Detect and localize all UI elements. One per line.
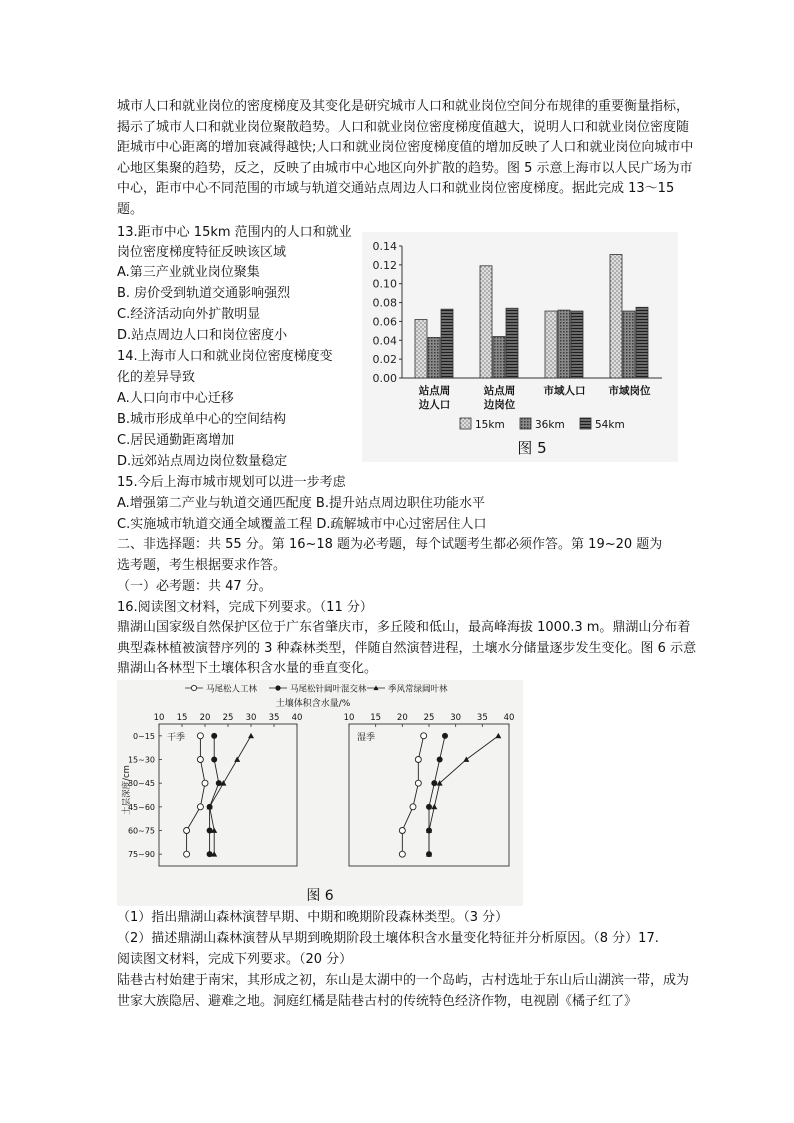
y-tick-label: 0.14 [372,240,397,253]
x-tick-label: 25 [222,713,234,723]
q14-stem-2: 化的差异导致 [117,370,196,385]
q15-stem: 15.今后上海市城市规划可以进一步考虑 [117,475,346,490]
x-tick-label: 30 [245,713,257,723]
x-category-label: 站点周 [483,385,516,397]
series-point-1-0-4 [399,828,405,834]
y-tick-label: 0.00 [372,372,397,385]
bar-36km-0 [428,337,440,378]
q15-options-cd[interactable]: C.实施城市轨道交通全域覆盖工程 D.疏解城市中心过密居住人口 [117,517,487,532]
intro-paragraph: 城市人口和就业岗位的密度梯度及其变化是研究城市人口和就业岗位空间分布规律的重要衡量指标，揭示了城市人口和就业岗位聚散趋势。人口和就业岗位密度梯度值越大，说明人口和就业岗位密度随距城市中心距离的增加衰减得越快;人口和就业岗位密度梯度值的增加反映了人口和就业岗位向城市中心地区集聚的趋势，反之，反映了由城市中心地区向外扩散的趋势。图 5 示意上海市以人民广场为市中心，距市中心不同范围的市域与轨道交通站点周边人口和就业岗位密度梯度。据此完成 13～15 题。 [117,99,694,217]
series-point-1-1-2 [431,780,437,786]
series-point-1-2-0 [495,733,501,738]
legend-swatch-36km [520,418,531,429]
legend-label-0: 马尾松人工林 [206,684,258,695]
legend-swatch-54km [580,418,591,429]
x-category-label: 站点周 [418,385,451,397]
series-point-0-0-3 [197,804,203,810]
q13-option-a[interactable]: A.第三产业就业岗位聚集 [117,265,260,280]
q13-option-d[interactable]: D.站点周边人口和岗位密度小 [117,328,288,343]
bar-54km-0 [441,309,453,378]
series-point-0-1-0 [211,733,217,739]
x-tick-label: 15 [176,713,188,723]
y-tick-label: 0.06 [372,315,397,329]
y-tick-label: 0~15 [133,731,155,741]
q16-title: 16.阅读图文材料，完成下列要求。（11 分） [117,600,373,615]
x-category-label: 边岗位 [483,399,516,411]
series-line-0-2 [210,736,251,854]
y-tick-label: 75~90 [127,850,155,860]
series-point-0-2-0 [248,733,254,738]
q14-stem-1: 14.上海市人口和就业岗位密度梯度变 [117,349,333,364]
q17-title: 阅读图文材料，完成下列要求。（20 分） [117,952,353,967]
series-line-0-0 [187,736,205,854]
bar-15km-0 [415,320,427,378]
q14-option-a[interactable]: A.人口向市中心迁移 [117,391,234,406]
panel-frame-0 [159,724,297,866]
legend-swatch-15km [460,418,471,429]
bar-36km-2 [558,310,570,378]
y-tick-label: 0.02 [372,353,397,367]
q13-stem-1: 13.距市中心 15km 范围内的人口和就业 [117,225,352,240]
series-point-1-0-5 [399,851,405,857]
bar-36km-3 [623,311,635,378]
q13-option-b[interactable]: B. 房价受到轨道交通影响强烈 [117,286,291,301]
bar-36km-1 [493,337,505,378]
series-point-1-0-2 [415,780,421,786]
series-point-0-0-2 [202,780,208,786]
q15-options-ab[interactable]: A.增强第二产业与轨道交通匹配度 B.提升站点周边职住功能水平 [117,496,485,511]
figure-6-soil-moisture-chart [117,680,523,906]
y-tick-label: 60~75 [127,826,155,836]
series-point-0-0-0 [197,733,203,739]
series-point-0-0-1 [197,757,203,763]
bar-54km-2 [571,311,583,378]
x-tick-label: 10 [343,713,355,723]
series-point-0-0-5 [184,851,190,857]
y-tick-label: 0.10 [372,277,397,291]
y-tick-label: 15~30 [127,755,155,765]
series-point-1-0-0 [421,733,427,739]
panel-label-0: 干季 [167,733,186,743]
q13-option-c[interactable]: C.经济活动向外扩散明显 [117,307,261,322]
series-point-1-2-3 [431,804,437,809]
x-tick-label: 15 [370,713,382,723]
y-tick-label: 0.04 [372,334,397,348]
x-category-label: 市域人口 [543,385,586,397]
y-tick-label: 45~60 [127,802,155,812]
series-point-1-1-0 [442,733,448,739]
x-tick-label: 25 [423,713,435,723]
x-tick-label: 35 [268,713,280,723]
x-tick-label: 20 [396,713,408,723]
section2-heading-1: 二、非选择题：共 55 分。第 16~18 题为必考题，每个试题考生都必须作答。第 19~20 题为 [117,537,663,552]
series-point-0-2-1 [234,757,240,762]
q14-option-c[interactable]: C.居民通勤距离增加 [117,433,235,448]
y-tick-label: 0.08 [372,296,397,310]
legend-label-36km: 36km [535,419,565,431]
q14-option-d[interactable]: D.远郊站点周边岗位数量稳定 [117,454,288,469]
bar-15km-3 [610,254,622,378]
series-point-1-1-1 [437,757,443,763]
x-tick-label: 20 [199,713,211,723]
series-point-1-2-1 [463,757,469,762]
series-point-1-0-3 [410,804,416,810]
q17-material: 陆巷古村始建于南宋，其形成之初，东山是太湖中的一个岛屿，古村选址于东山后山湖滨一带，成为世家大族隐居、避难之地。洞庭红橘是陆巷古村的传统特色经济作物，电视剧《橘子红了》 [117,973,690,1009]
x-category-label: 边人口 [418,399,451,411]
x-tick-label: 30 [450,713,462,723]
series-point-1-1-3 [426,804,432,810]
figure-5-density-gradient-chart [362,232,678,462]
bar-54km-3 [636,307,648,378]
figure-6-caption: 图 6 [306,888,334,904]
legend-marker-1 [275,685,280,690]
q16-sub2: （2）描述鼎湖山森林演替从早期到晚期阶段土壤体积含水量变化特征并分析原因。（8 分）17. [117,931,659,946]
x-tick-label: 40 [291,713,303,723]
x-tick-label: 10 [153,713,165,723]
bar-15km-2 [545,311,557,378]
legend-label-15km: 15km [475,419,505,431]
x-category-label: 市域岗位 [608,385,651,397]
section2-heading-2: 选考题，考生根据要求作答。 [117,558,287,573]
bar-15km-1 [480,266,492,378]
y-tick-label: 30~45 [127,779,155,789]
bar-54km-1 [506,308,518,378]
y-axis-title: 土层深度/cm [122,765,132,815]
y-tick-label: 0.12 [372,258,397,272]
q16-material: 鼎湖山国家级自然保护区位于广东省肇庆市，多丘陵和低山，最高峰海拔 1000.3 m。鼎湖山分布着典型森林植被演替序列的 3 种森林类型，伴随自然演替进程，土壤水分储量逐步发生变化。图 6 示意鼎湖山各林型下土壤体积含水量的垂直变化。 [117,620,697,676]
series-line-1-2 [429,736,498,854]
x-tick-label: 35 [476,713,488,723]
q13-stem-2: 岗位密度梯度特征反映该区域 [117,245,287,260]
series-point-0-0-4 [184,828,190,834]
legend-marker-0 [191,685,196,690]
x-tick-label: 40 [503,713,515,723]
series-point-0-1-1 [211,757,217,763]
q14-option-b[interactable]: B.城市形成单中心的空间结构 [117,412,287,427]
panel-label-1: 湿季 [357,733,376,743]
series-line-1-0 [402,736,423,854]
series-point-1-0-1 [415,757,421,763]
figure-5-caption: 图 5 [517,439,547,457]
q16-sub1: （1）指出鼎湖山森林演替早期、中期和晚期阶段森林类型。（3 分） [117,910,509,925]
legend-label-1: 马尾松针阔叶混交林 [290,684,367,695]
x-axis-title: 土壤体积含水量/% [275,699,351,709]
section2-required: （一）必考题：共 47 分。 [117,579,272,594]
legend-label-54km: 54km [595,419,625,431]
legend-label-2: 季风常绿阔叶林 [388,684,448,695]
